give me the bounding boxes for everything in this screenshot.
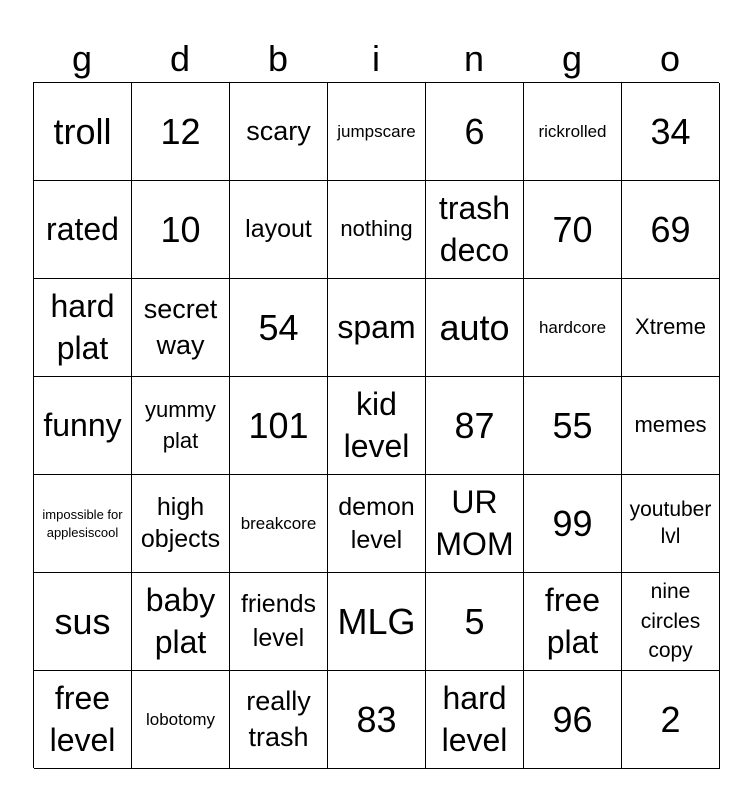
cell-label: troll <box>53 110 112 152</box>
bingo-header <box>33 36 719 82</box>
cell-label: hard level <box>441 679 508 758</box>
bingo-cell[interactable] <box>426 377 524 475</box>
cell-label: 5 <box>464 600 485 642</box>
cell-label: 2 <box>660 698 681 740</box>
bingo-cell[interactable] <box>132 279 230 377</box>
bingo-cell[interactable] <box>34 181 132 279</box>
bingo-cell[interactable] <box>426 83 524 181</box>
cell-label: nine circles copy <box>640 580 701 663</box>
bingo-cell[interactable] <box>132 377 230 475</box>
bingo-cell[interactable] <box>132 573 230 671</box>
bingo-cell[interactable] <box>524 671 622 769</box>
bingo-cell[interactable] <box>524 83 622 181</box>
header-letter: i <box>372 38 380 79</box>
bingo-cell[interactable] <box>622 181 720 279</box>
bingo-cell[interactable] <box>622 83 720 181</box>
cell-label: 87 <box>454 404 495 446</box>
bingo-cell[interactable] <box>230 181 328 279</box>
cell-label: lobotomy <box>146 710 215 729</box>
cell-label: funny <box>43 406 122 443</box>
cell-label: baby plat <box>145 581 216 660</box>
bingo-cell[interactable] <box>328 377 426 475</box>
cell-label: Xtreme <box>635 314 706 340</box>
cell-label: impossible for applesiscool <box>42 506 123 540</box>
header-letter: g <box>561 38 583 79</box>
bingo-cell[interactable] <box>622 475 720 573</box>
cell-label: 12 <box>160 110 201 152</box>
bingo-cell[interactable] <box>524 573 622 671</box>
cell-label: sus <box>54 600 111 642</box>
cell-label: yummy plat <box>145 396 216 453</box>
bingo-cell[interactable] <box>132 83 230 181</box>
bingo-cell[interactable] <box>426 475 524 573</box>
bingo-cell[interactable] <box>230 377 328 475</box>
cell-label: secret way <box>143 294 218 360</box>
bingo-cell[interactable] <box>34 377 132 475</box>
cell-label: high objects <box>140 493 221 553</box>
cell-label: scary <box>246 115 311 146</box>
header-letter: g <box>71 38 93 79</box>
cell-label: layout <box>245 215 312 244</box>
bingo-cell[interactable] <box>328 573 426 671</box>
cell-label: hardcore <box>538 318 607 337</box>
cell-label: breakcore <box>240 514 317 533</box>
cell-label: jumpscare <box>337 122 416 141</box>
bingo-cell[interactable] <box>132 671 230 769</box>
cell-label: free level <box>49 679 116 758</box>
cell-label: 34 <box>650 110 691 152</box>
cell-label: kid level <box>343 385 410 464</box>
header-letter: o <box>659 38 681 79</box>
cell-label: spam <box>337 308 416 345</box>
bingo-cell[interactable] <box>328 181 426 279</box>
bingo-cell[interactable] <box>34 475 132 573</box>
cell-label: 54 <box>258 306 299 348</box>
bingo-cell[interactable] <box>132 181 230 279</box>
cell-label: nothing <box>340 216 413 242</box>
cell-label: free plat <box>544 581 601 660</box>
header-letter: n <box>463 38 485 79</box>
bingo-cell[interactable] <box>524 475 622 573</box>
cell-label: 101 <box>248 404 309 446</box>
cell-label: really trash <box>246 686 311 752</box>
cell-label: youtuber lvl <box>629 498 712 548</box>
cell-label: 69 <box>650 208 691 250</box>
bingo-cell[interactable] <box>622 377 720 475</box>
cell-label: MLG <box>337 600 416 642</box>
bingo-cell[interactable] <box>426 279 524 377</box>
bingo-cell[interactable] <box>230 83 328 181</box>
bingo-cell[interactable] <box>328 83 426 181</box>
bingo-cell[interactable] <box>230 475 328 573</box>
cell-label: rated <box>46 210 119 247</box>
cell-label: friends level <box>240 589 317 652</box>
bingo-cell[interactable] <box>328 475 426 573</box>
bingo-cell[interactable] <box>230 671 328 769</box>
bingo-cell[interactable] <box>230 279 328 377</box>
cell-label: trash deco <box>438 189 511 268</box>
cell-label: 99 <box>552 502 593 544</box>
bingo-cell[interactable] <box>132 475 230 573</box>
cell-label: 6 <box>464 110 485 152</box>
cell-label: UR MOM <box>435 483 514 562</box>
bingo-cell[interactable] <box>622 279 720 377</box>
header-letter: d <box>169 38 191 79</box>
bingo-cell[interactable] <box>622 671 720 769</box>
cell-label: 83 <box>356 698 397 740</box>
bingo-cell[interactable] <box>230 573 328 671</box>
bingo-cell[interactable] <box>426 573 524 671</box>
bingo-cell[interactable] <box>34 83 132 181</box>
bingo-cell[interactable] <box>524 377 622 475</box>
cell-label: 55 <box>552 404 593 446</box>
bingo-cell[interactable] <box>524 279 622 377</box>
cell-label: auto <box>439 306 510 348</box>
bingo-cell[interactable] <box>622 573 720 671</box>
cell-label: hard plat <box>50 287 115 366</box>
cell-label: 96 <box>552 698 593 740</box>
bingo-board <box>33 82 719 768</box>
bingo-cell[interactable] <box>426 671 524 769</box>
bingo-cell[interactable] <box>524 181 622 279</box>
header-letter: b <box>267 38 289 79</box>
bingo-cell[interactable] <box>328 671 426 769</box>
cell-label: rickrolled <box>538 122 607 141</box>
bingo-cell[interactable] <box>426 181 524 279</box>
cell-label: demon level <box>338 493 415 554</box>
cell-label: 10 <box>160 208 201 250</box>
cell-label: memes <box>634 412 707 438</box>
cell-label: 70 <box>552 208 593 250</box>
bingo-cell[interactable] <box>34 279 132 377</box>
bingo-cell[interactable] <box>34 671 132 769</box>
bingo-cell[interactable] <box>34 573 132 671</box>
bingo-cell[interactable] <box>328 279 426 377</box>
